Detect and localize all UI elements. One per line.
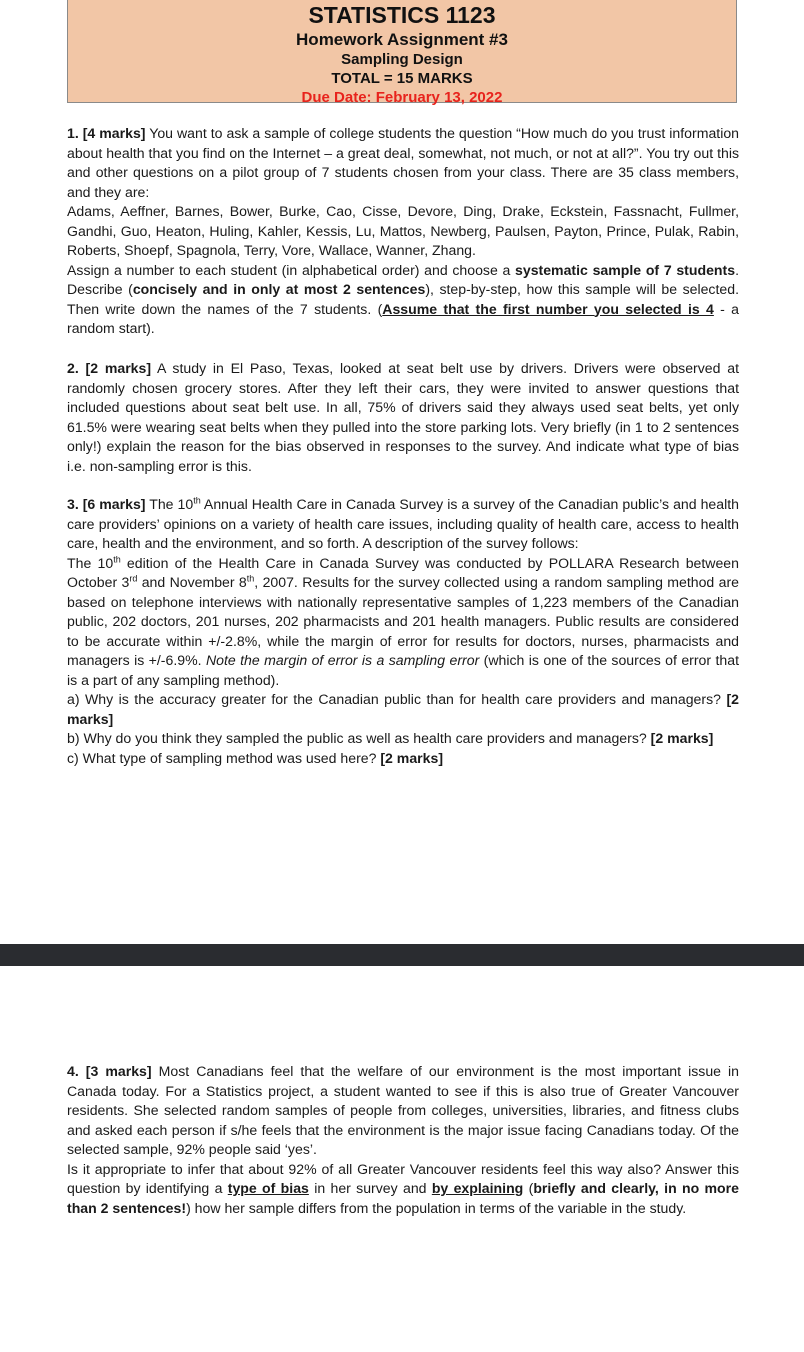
q3-superscript: th: [193, 495, 201, 506]
q4-underlined: by explaining: [431, 1180, 524, 1196]
q3-part-a-text: a) Why is the accuracy greater for the Canadian public than for health care providers and managers?: [67, 691, 727, 707]
q1-text: ), step-by-step, how this sample will be selected. Then write down the names of the 7 students. (: [67, 281, 739, 317]
total-marks: TOTAL = 15 MARKS: [331, 70, 473, 87]
q1-marks: 1. [4 marks]: [67, 125, 146, 141]
q4-q-text: ) how her sample differs from the population in terms of the variable in the study.: [186, 1199, 687, 1216]
q3-part-b-marks: [2 marks]: [650, 730, 714, 746]
q3-text: Annual Health Care in Canada Survey is a survey of the Canadian public’s and health care providers’ opinions on a variety of health care issues, including quality of health care, access to health care, health and the environment, and so forth. A description of the survey follows:: [67, 496, 739, 551]
q4-bold: briefly and clearly, in no more than 2 sentences!: [67, 1180, 739, 1216]
q3-marks: 3. [6 marks]: [67, 496, 146, 512]
q1-intro-text: You want to ask a sample of college students the question “How much do you trust information about health that you find on the Internet – a great deal, somewhat, not much, or not at all?”. You try out this and other questions on a pilot group of 7 students chosen from your class. There are 35 class members, and they are:: [67, 125, 740, 200]
q3-text: and November 8: [137, 574, 247, 590]
q3-part-a: [67, 690, 739, 729]
q3-part-b-text: b) Why do you think they sampled the public as well as health care providers and managers?: [67, 730, 651, 746]
q3-text: The 10: [145, 496, 194, 512]
q3-part-a-marks: [2 marks]: [67, 691, 739, 727]
q4-q-text: (: [523, 1180, 534, 1196]
q1-bold: systematic sample of 7 students: [515, 261, 736, 278]
question-4: [67, 1062, 739, 1218]
question-1: [67, 124, 739, 339]
q4-q-text: in her survey and: [308, 1180, 432, 1196]
course-title: STATISTICS 1123: [308, 2, 496, 28]
q3-superscript: th: [113, 553, 121, 564]
page-break: [0, 944, 804, 966]
q3-part-c-marks: [2 marks]: [380, 749, 444, 766]
q4-marks: 4. [3 marks]: [67, 1063, 152, 1079]
q4-question: [67, 1160, 739, 1219]
q1-bold: concisely and in only at most 2 sentences: [132, 281, 426, 297]
question-3: [67, 495, 739, 768]
q4-text: Most Canadians feel that the welfare of our environment is the most important issue in Canada today. For a Statistics project, a student wanted to see if this is also true of Greater Vancouver residents. She selected random samples of people from colleges, universities, libraries, and fitness clubs and asked each person if s/he feels that the environment is the major issue facing Canadians today. Of the selected sample, 92% people said ‘yes’.: [67, 1063, 739, 1157]
q2-marks: 2. [2 marks]: [67, 360, 152, 376]
title-block: [67, 0, 737, 106]
question-2: [67, 359, 739, 476]
q4-underlined: type of bias: [227, 1180, 309, 1196]
q1-names: Adams, Aeffner, Barnes, Bower, Burke, Cao, Cisse, Devore, Ding, Drake, Eckstein, Fassnacht, Fullmer, Gandhi, Guo, Heaton, Huling, Kahler, Kessis, Lu, Mattos, Newberg, Paulsen, Payton, Prince, Pulak, Rabin, Roberts, Shoepf, Spagnola, Terry, Vore, Wallace, Wanner, Zhang.: [67, 203, 739, 258]
q1-intro: [67, 124, 739, 202]
q3-text: edition of the Health Care in Canada Survey was conducted by POLLARA Research between October 3: [67, 554, 739, 590]
q3-part-c: [67, 749, 739, 769]
topic-title: Sampling Design: [341, 51, 463, 68]
q3-superscript: rd: [129, 573, 138, 584]
q1-text: - a random start).: [67, 300, 739, 336]
q3-text: , 2007. Results for the survey collected using a random sampling method are based on telephone interviews with nationally representative samples of 1,223 members of the Canadian public, 202 doctors, 201 nurses, 202 pharmacists and 201 health managers. Public results are considered to be accurate within +/-2.8%, while the margin of error for results for doctors, nurses, pharmacists and managers is +/-6.9%.: [67, 574, 739, 668]
q3-intro: [67, 495, 739, 554]
q3-italic: Note the margin of error is a sampling error: [205, 652, 480, 668]
q1-instructions: [67, 261, 739, 339]
q3-description: [67, 554, 739, 691]
q1-text: Assign a number to each student (in alphabetical order) and choose a: [67, 261, 516, 278]
q1-text: . Describe (: [67, 261, 739, 297]
due-date: Due Date: February 13, 2022: [301, 89, 503, 106]
q3-part-c-text: c) What type of sampling method was used here?: [67, 749, 381, 766]
q1-underlined: Assume that the first number you selected is 4: [382, 300, 714, 317]
q3-superscript: th: [246, 573, 255, 584]
assignment-title: Homework Assignment #3: [296, 30, 508, 49]
q3-text: The 10: [67, 554, 114, 571]
q2-text: A study in El Paso, Texas, looked at seat belt use by drivers. Drivers were observed at randomly chosen grocery stores. After they left their cars, they were invited to answer questions that included questions about seat belt use. In all, 75% of drivers said they always used seat belts, yet only 61.5% were wearing seat belts when they pulled into the store parking lots. Very briefly (in 1 to 2 sentences only!) explain the reason for the bias observed in responses to the survey. And indicate what type of bias i.e. non-sampling error is this.: [67, 360, 739, 474]
q4-q-text: Is it appropriate to infer that about 92% of all Greater Vancouver residents feel this way also? Answer this question by identifying a: [67, 1160, 739, 1196]
q3-part-b: [67, 729, 739, 749]
q3-text: (which is one of the sources of error that is a part of any sampling method).: [67, 652, 739, 688]
